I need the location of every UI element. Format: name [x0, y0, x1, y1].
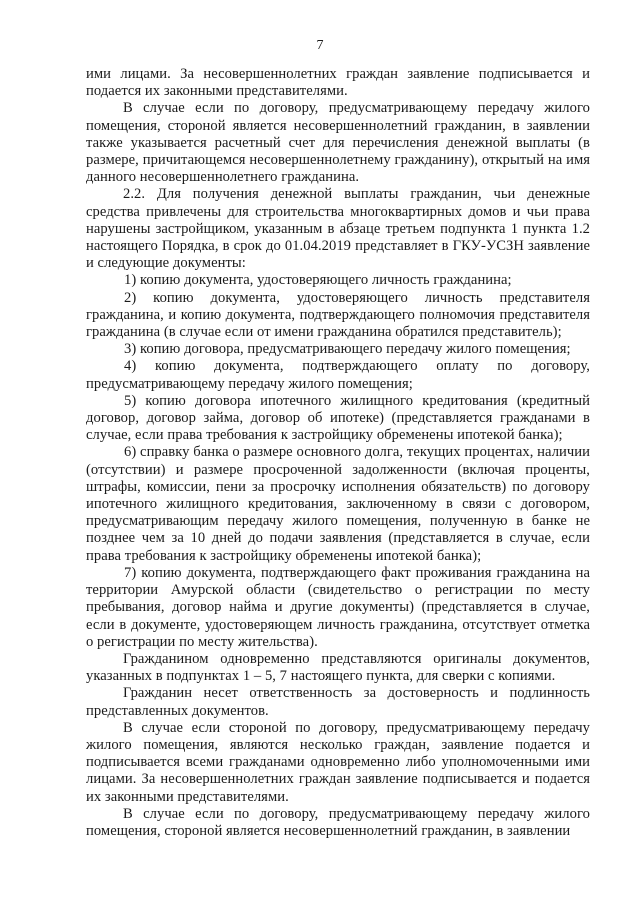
paragraph-several-citizens: В случае если стороной по договору, предусматривающему передачу жилого помещения, являются несколько граждан, заявление подается и подписывается всеми гражданами одновременно либо уполномоченными ими лицами. За несовершеннолетних граждан заявление подписывается и подается их законными представителями.: [86, 719, 590, 805]
paragraph-minor-account: В случае если по договору, предусматривающему передачу жилого помещения, стороной является несовершеннолетний гражданин, в заявлении также указывается расчетный счет для перечисления денежной выплаты (в размере, причитающемся несовершеннолетнему гражданину), открытый на имя данного несовершеннолетнего гражданина.: [86, 100, 590, 186]
page-number: 7: [316, 38, 324, 53]
paragraph-responsibility: Гражданин несет ответственность за достоверность и подлинность представленных документов.: [86, 685, 590, 719]
list-item-5: 5) копию договора ипотечного жилищного кредитования (кредитный договор, договор займа, договор об ипотеке) (представляется гражданами в случае, если права требования к застройщику обременены ипотекой банка);: [86, 392, 590, 444]
paragraph-continuation: ими лицами. За несовершеннолетних граждан заявление подписывается и подается их законными представителями.: [86, 66, 590, 100]
document-body: [86, 66, 590, 840]
list-item-3: 3) копию договора, предусматривающего передачу жилого помещения;: [124, 341, 571, 358]
list-item-1: 1) копию документа, удостоверяющего личность гражданина;: [124, 272, 512, 289]
list-item-4: 4) копию документа, подтверждающего оплату по договору, предусматривающему передачу жилого помещения;: [86, 358, 590, 392]
list-item-6: 6) справку банка о размере основного долга, текущих процентах, наличии (отсутствии) и размере просроченной задолженности (включая проценты, штрафы, комиссии, пени за просрочку исполнения обязательств) по договору ипотечного жилищного кредитования, заключенному в связи с договором, предусматривающим передачу жилого помещения, полученную в банке не позднее чем за 10 дней до подачи заявления (представляется в случае, если права требования к застройщику обременены ипотекой банка);: [86, 444, 590, 564]
list-item-2: 2) копию документа, удостоверяющего личность представителя гражданина, и копию документа, подтверждающего полномочия представителя гражданина (в случае если от имени гражданина обратился представитель);: [86, 289, 590, 341]
paragraph-originals: Гражданином одновременно представляются оригиналы документов, указанных в подпунктах 1 – 5, 7 настоящего пункта, для сверки с копиями.: [86, 650, 590, 685]
paragraph-minor-party: В случае если по договору, предусматривающему передачу жилого помещения, стороной является несовершеннолетний гражданин, в заявлении: [86, 805, 590, 839]
list-item-7: 7) копию документа, подтверждающего факт проживания гражданина на территории Амурской области (свидетельство о регистрации по месту пребывания, договор найма и другие документы) (представляется в случае, если в документе, удостоверяющем личность гражданина, отсутствует отметка о регистрации по месту жительства).: [86, 564, 590, 650]
paragraph-section-2-2: 2.2. Для получения денежной выплаты гражданин, чьи денежные средства привлечены для строительства многоквартирных домов и чьи права нарушены застройщиком, указанным в абзаце третьем подпункта 1 пункта 1.2 настоящего Порядка, в срок до 01.04.2019 представляет в ГКУ-УСЗН заявление и следующие документы:: [86, 186, 590, 272]
